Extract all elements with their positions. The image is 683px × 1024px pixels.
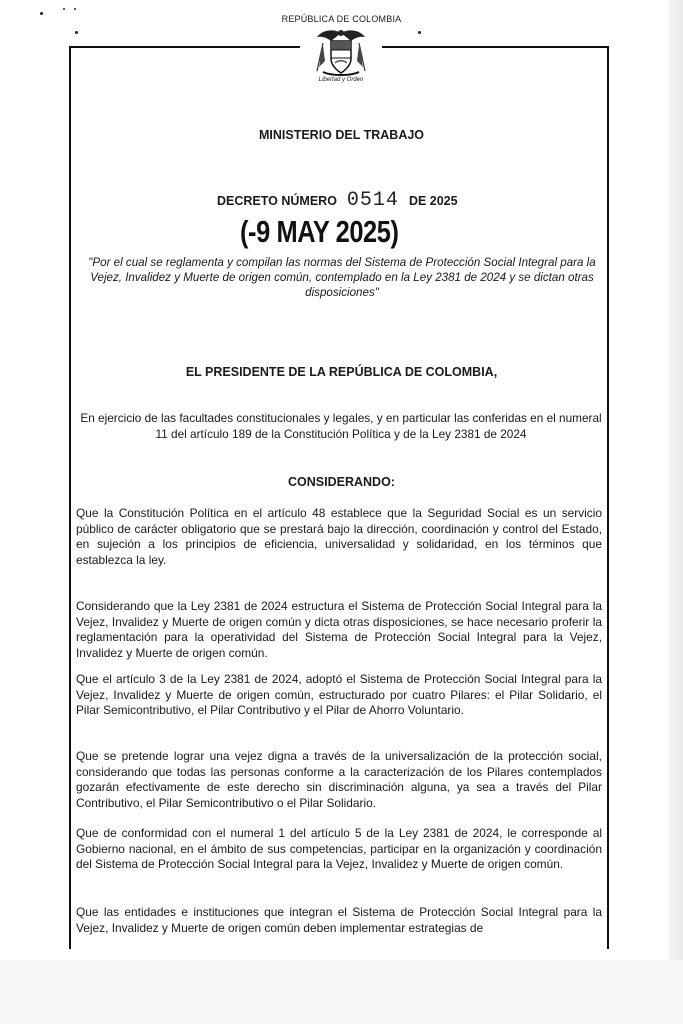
powers-clause: En ejercicio de las facultades constitucionales y legales, y en particular las conferidas en el numeral 11 del artículo 189 de la Constitución Política y de la Ley 2381 de 2024 — [80, 411, 602, 441]
scan-speck — [74, 8, 76, 10]
country-header: REPÚBLICA DE COLOMBIA — [281, 14, 402, 24]
decree-label: DECRETO NÚMERO — [217, 194, 337, 208]
document-frame — [69, 46, 609, 949]
coat-of-arms-icon — [310, 27, 372, 91]
paragraph: Que el artículo 3 de la Ley 2381 de 2024, adoptó el Sistema de Protección Social Integral para la Vejez, Invalidez y Muerte de origen común, estructurado por cuatro Pilares: el Pilar Solidario, el Pilar Semicontributivo, el Pilar Contributivo y el Pilar de Ahorro Voluntario. — [76, 672, 602, 718]
decree-line — [217, 189, 458, 212]
considering-heading: CONSIDERANDO: — [288, 475, 395, 489]
decree-year: DE 2025 — [408, 194, 458, 208]
scan-speck — [75, 31, 78, 34]
decree-number: 0514 — [346, 189, 399, 212]
paragraph: Que de conformidad con el numeral 1 del artículo 5 de la Ley 2381 de 2024, le corresponde al Gobierno nacional, en el ámbito de sus competencias, participar en la organización y coordinación del Sistema de Protección Social Integral para la Vejez, Invalidez y Muerte de origen común. — [76, 826, 602, 872]
scan-speck — [63, 8, 65, 10]
paragraph: Considerando que la Ley 2381 de 2024 estructura el Sistema de Protección Social Integral para la Vejez, Invalidez y Muerte de origen común y dicta otras disposiciones, se hace necesario proferir la reglamentación para la operatividad del Sistema de Protección Social Integral para la Vejez, Invalidez y Muerte de origen común. — [76, 599, 602, 661]
scan-edge-right — [669, 0, 683, 1024]
motto: Libertad y Orden — [318, 77, 364, 83]
scan-margin-bottom — [0, 960, 683, 1024]
paragraph: Que las entidades e instituciones que integran el Sistema de Protección Social Integral para la Vejez, Invalidez y Muerte de origen común deben implementar estrategias de — [76, 905, 602, 935]
paragraph: Que se pretende lograr una vejez digna a través de la universalización de la protección social, considerando que todas las personas conforme a la caracterización de los Pilares contemplados gozarán efectivamente de este derecho sin discriminación alguna, ya sea a través del Pilar Contributivo, el Pilar Semicontributivo o el Pilar Solidario. — [76, 749, 602, 811]
president-heading: EL PRESIDENTE DE LA REPÚBLICA DE COLOMBIA, — [185, 365, 498, 379]
scan-speck — [418, 31, 421, 34]
paragraph: Que la Constitución Política en el artículo 48 establece que la Seguridad Social es un servicio público de carácter obligatorio que se prestará bajo la dirección, coordinación y control del Estado, en sujeción a los principios de eficiencia, universalidad y solidaridad, en los términos que establezca la ley. — [76, 506, 602, 568]
decree-title: "Por el cual se reglamenta y compilan las normas del Sistema de Protección Social Integral para la Vejez, Invalidez y Muerte de origen común, contemplado en la Ley 2381 de 2024 y se dictan otras disposiciones" — [88, 256, 596, 299]
date-stamp: (-9 MAY 2025) — [240, 214, 399, 249]
ministry-title: MINISTERIO DEL TRABAJO — [258, 128, 425, 142]
